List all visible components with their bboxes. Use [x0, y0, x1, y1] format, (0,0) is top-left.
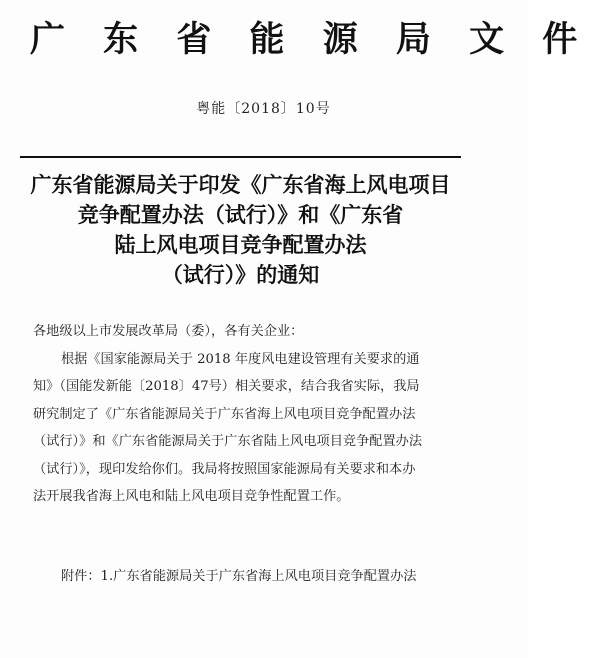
body-line: 研究制定了《广东省能源局关于广东省海上风电项目竞争配置办法	[33, 406, 416, 422]
document-title	[20, 170, 461, 290]
title-line: 陆上风电项目竞争配置办法	[114, 232, 367, 257]
body-line: （试行）》和《广东省能源局关于广东省陆上风电项目竞争配置办法	[33, 434, 423, 449]
issuer-header: 广 东 省 能 源 局 文 件	[30, 19, 590, 60]
title-line: 广东省能源局关于印发《广东省海上风电项目	[30, 172, 451, 197]
body-line: 法开展我省海上风电和陆上风电项目竞争性配置工作。	[33, 489, 350, 504]
title-line: 竞争配置办法（试行）》和《广东省	[77, 202, 404, 227]
body-line: 根据《国家能源局关于 2018 年度风电建设管理有关要求的通	[61, 351, 420, 367]
document-number: 粤能〔2018〕10号	[196, 101, 331, 117]
header-divider	[20, 156, 461, 158]
attachment-line: 附件：1.广东省能源局关于广东省海上风电项目竞争配置办法	[61, 569, 417, 584]
title-line: （试行）》的通知	[161, 262, 320, 287]
body-line: 知》（国能发新能〔2018〕47号）相关要求，结合我省实际，我局	[33, 379, 420, 394]
recipients-line: 各地级以上市发展改革局（委），各有关企业：	[33, 324, 304, 339]
document-body	[33, 318, 483, 511]
body-line: （试行）》，现印发给你们。我局将按照国家能源局有关要求和本办	[33, 461, 416, 477]
